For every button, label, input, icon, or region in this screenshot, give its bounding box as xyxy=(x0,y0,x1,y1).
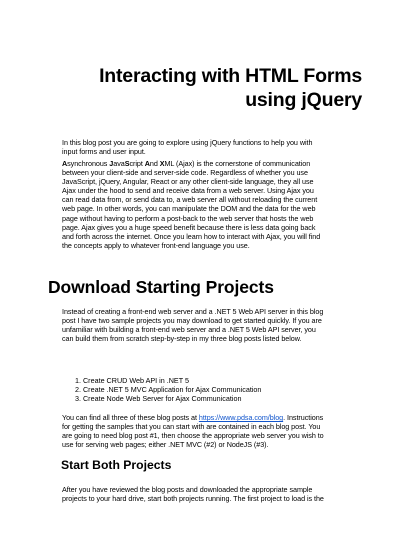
list-item: 2. Create .NET 5 MVC Application for Ajax Communication xyxy=(75,385,262,395)
blog-post-list xyxy=(75,376,261,403)
find-paragraph: You can find all three of these blog posts at https://www.pdsa.com/blog. Instructions for getting the samples that you can start with are contained in each blog post. You are going to need blog post #1, then choose the appropriate web server you wish to use for serving web pages; either .NET MVC (#2) or NodeJS (#3). xyxy=(62,413,324,450)
pdsa-blog-link[interactable]: https://www.pdsa.com/blog xyxy=(198,413,284,422)
list-item: 3. Create Node Web Server for Ajax Communication xyxy=(75,394,242,404)
download-paragraph: Instead of creating a front-end web server and a .NET 5 Web API server in this blog post I have two sample projects you may download to get started quickly. If you are unfamiliar with building a front-end web server and a .NET 5 Web API server, you can build them from scratch step-by-step in my three blog posts listed below. xyxy=(62,307,324,344)
start-paragraph: After you have reviewed the blog posts and downloaded the appropriate sample projects to your hard drive, start both projects running. The first project to load is the xyxy=(62,485,324,504)
document-title xyxy=(60,64,362,112)
heading-start-both-projects: Start Both Projects xyxy=(61,458,172,472)
ajax-paragraph: Asynchronous JavaScript And XML (Ajax) is the cornerstone of communication between your client-side and server-side code. Regardless of whether you use JavaScript, jQuery, Angular, React or any other client-side language, they all use Ajax under the hood to send and receive data from a web server. Using Ajax you can read data from, or send data to, a web server all without reloading the current web page. In other words, you can manipulate the DOM and the data for the web page without having to perform a post-back to the web server that hosts the web page. Ajax gives you a huge speed benefit because there is less data going back and forth across the internet. Once you learn how to interact with Ajax, you will find the concepts apply to whatever front-end language you use. xyxy=(62,159,321,250)
title-line-1: Interacting with HTML Forms xyxy=(99,65,362,87)
title-line-2: using jQuery xyxy=(245,89,362,111)
list-item: 1. Create CRUD Web API in .NET 5 xyxy=(75,376,189,385)
heading-download-starting-projects: Download Starting Projects xyxy=(48,277,274,297)
intro-paragraph: In this blog post you are going to explore using jQuery functions to help you with input forms and user input. xyxy=(62,138,313,157)
